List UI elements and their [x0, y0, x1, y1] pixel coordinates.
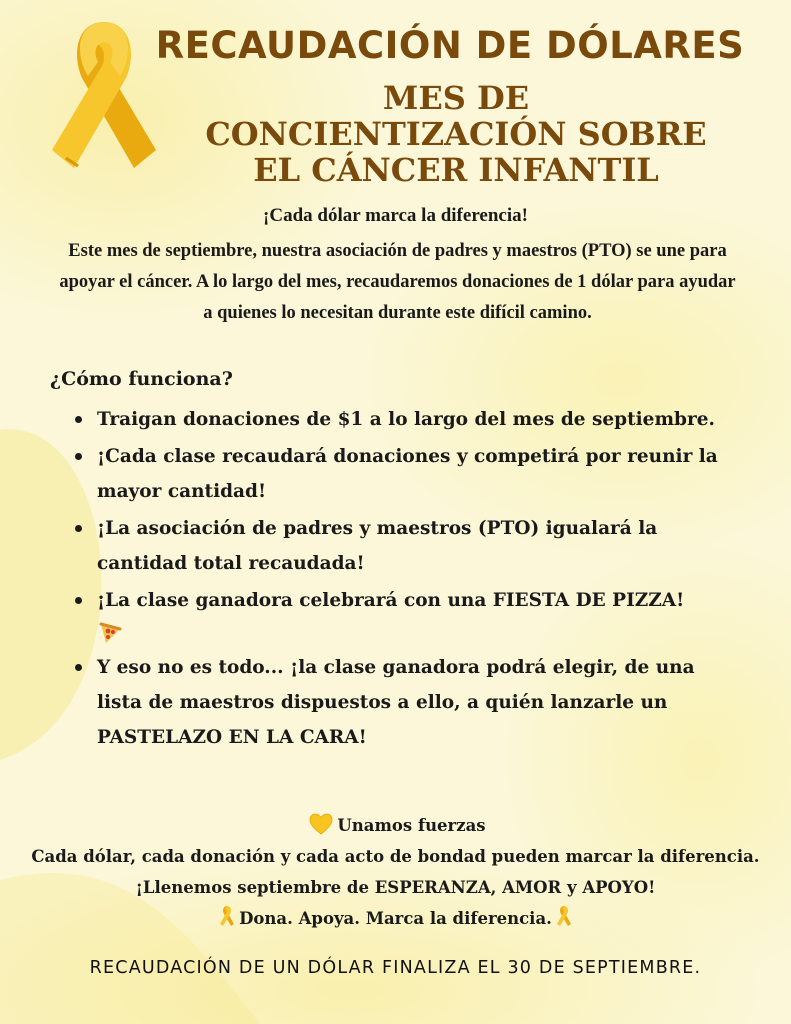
intro-paragraph: Este mes de septiembre, nuestra asociación de padres y maestros (PTO) se une para apoyar el cáncer. A lo largo del mes, recaudaremos donaciones de 1 dólar para ayudar a quienes lo necesitan durante este difícil camino.: [59, 241, 736, 323]
steps-list: [75, 402, 735, 757]
step-text: ¡La clase ganadora celebrará con una FIESTA DE PIZZA!: [97, 590, 685, 611]
tagline: ¡Cada dólar marca la diferencia!: [263, 205, 528, 226]
closing-text: ¡Llenemos septiembre de ESPERANZA, AMOR y APOYO!: [135, 878, 656, 897]
subtitle-line: EL CÁNCER INFANTIL: [253, 151, 659, 189]
page-subtitle: [150, 80, 762, 188]
step-text: ¡La asociación de padres y maestros (PTO) igualará la cantidad total recaudada!: [97, 518, 658, 574]
gold-ribbon-icon: [48, 8, 160, 180]
pizza-icon: [97, 620, 123, 646]
small-ribbon-icon: [219, 904, 235, 928]
list-item: [75, 650, 735, 755]
list-item: [75, 583, 735, 646]
list-item: [75, 402, 735, 437]
bullet-icon: [75, 416, 82, 423]
bullet-icon: [75, 664, 82, 671]
closing-text: Dona. Apoya. Marca la diferencia.: [239, 909, 552, 928]
closing-text: Cada dólar, cada donación y cada acto de bondad pueden marcar la diferencia.: [31, 847, 760, 866]
closing-line-1: [0, 810, 791, 841]
step-text: Y eso no es todo... ¡la clase ganadora podrá elegir, de una lista de maestros dispuestos a ello, a quién lanzarle un PASTELAZO EN LA CARA!: [97, 657, 695, 748]
list-item: [75, 511, 735, 581]
small-ribbon-icon: [556, 904, 572, 928]
closing-line-4: [0, 903, 791, 934]
bullet-icon: [75, 453, 82, 460]
bullet-icon: [75, 525, 82, 532]
step-text: ¡Cada clase recaudará donaciones y competirá por reunir la mayor cantidad!: [97, 446, 718, 502]
step-text: Traigan donaciones de $1 a lo largo del mes de septiembre.: [97, 409, 715, 430]
yellow-heart-icon: [309, 813, 333, 835]
subtitle-line: MES DE: [382, 79, 530, 117]
closing-message: [0, 810, 791, 934]
how-heading: ¿Cómo funciona?: [50, 368, 233, 390]
page-title: RECAUDACIÓN DE DÓLARES: [155, 24, 745, 67]
subtitle-line: CONCIENTIZACIÓN SOBRE: [205, 115, 707, 153]
list-item: [75, 439, 735, 509]
closing-text: Unamos fuerzas: [337, 816, 486, 835]
bullet-icon: [75, 597, 82, 604]
footer-deadline: RECAUDACIÓN DE UN DÓLAR FINALIZA EL 30 DE SEPTIEMBRE.: [89, 958, 702, 978]
